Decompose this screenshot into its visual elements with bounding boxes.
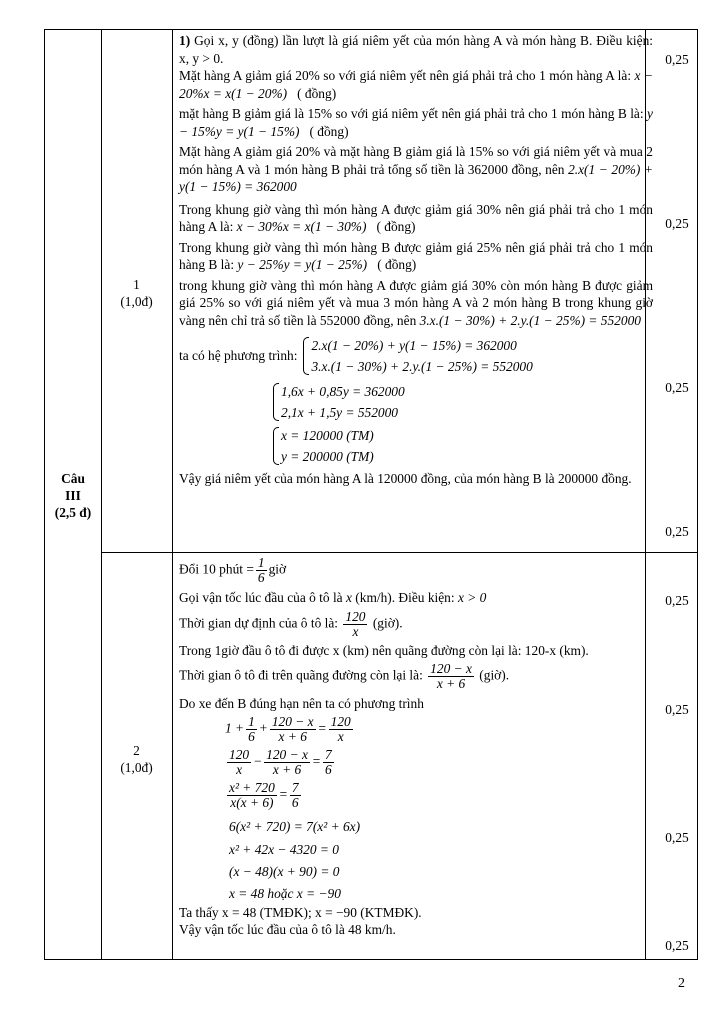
p3-unit: ( đồng) (309, 123, 349, 139)
p1 (179, 32, 653, 67)
l2-cond: x > 0 (457, 590, 487, 605)
sys2-eq2: 2,1x + 1,5y = 552000 (281, 405, 398, 420)
eq2 (225, 748, 653, 777)
score-1-3: 0,25 (665, 380, 689, 395)
p8-text: ta có hệ phương trình: (179, 348, 298, 363)
eq1-frac3 (329, 715, 353, 744)
eq4: 6(x² + 720) = 7(x² + 6x) (229, 818, 361, 834)
p5-math: x − 30%x = x(1 − 30%) (236, 219, 367, 234)
part1-content (179, 32, 653, 488)
score-1-2: 0,25 (665, 216, 689, 231)
score-2-2: 0,25 (665, 702, 689, 717)
l5-num: 120 − x (430, 661, 472, 676)
system-3-brace (271, 425, 374, 467)
score-2-4: 0,25 (665, 938, 689, 953)
sys2-eq1: 1,6x + 0,85y = 362000 (281, 384, 405, 399)
p4-math: 2.x(1 − 20%) + y(1 − 15%) = 362000 (179, 161, 653, 194)
part2-label (101, 742, 172, 776)
l1-frac (256, 556, 267, 585)
eq3-den1: x(x + 6) (230, 794, 274, 810)
eq1-plus: + (258, 720, 268, 736)
p7-text: trong khung giờ vàng thì món hàng A được giảm giá 30% còn món hàng B được giảm giá 25% so với giá niêm yết và mua 3 món hàng A và 2 món hàng B trong khung giờ vàng nên chỉ trả số tiền là 552000 đồng, nên (179, 277, 653, 328)
question-word: Câu (61, 471, 85, 486)
score-2-1: 0,25 (665, 593, 689, 608)
page-number: 2 (678, 976, 685, 991)
system-1-brace (301, 335, 532, 377)
eq2-frac3 (323, 748, 334, 777)
p9: Vậy giá niêm yết của món hàng A là 120000 đồng, của món hàng B là 200000 đồng. (179, 471, 632, 486)
eq2-den3: 6 (324, 761, 332, 777)
system-3 (271, 425, 653, 467)
question-number: III (65, 488, 81, 503)
p1-label: 1) (179, 33, 191, 48)
l3 (179, 610, 653, 639)
l1-text: Đổi 10 phút = (179, 561, 254, 577)
part1-number: 1 (133, 277, 140, 292)
p5 (179, 201, 653, 236)
l1-num: 1 (257, 555, 265, 570)
p6-math: y − 25%y = y(1 − 25%) (237, 257, 368, 272)
l1 (179, 556, 653, 585)
system-2 (271, 381, 653, 423)
eq2-minus: − (253, 753, 263, 769)
l7: Ta thấy x = 48 (TMĐK); x = −90 (KTMĐK). (179, 904, 422, 920)
part2-number: 2 (133, 743, 140, 758)
l1-den: 6 (257, 570, 265, 585)
part1-label (101, 276, 172, 310)
p5-text: Trong khung giờ vàng thì món hàng A được giảm giá 30% nên giá phải trả cho 1 món hàng A là: (179, 201, 653, 234)
eq2-num1: 120 (229, 746, 250, 762)
l4: Trong 1giờ đầu ô tô đi được x (km) nên quãng đường còn lại là: 120-x (km). (179, 642, 589, 658)
p1-text: Gọi x, y (đồng) lần lượt là giá niêm yết của món hàng A và món hàng B. Điều kiện: x, y > 0. (179, 33, 653, 66)
system-2-brace (271, 381, 405, 423)
score-1-4: 0,25 (665, 524, 689, 539)
col-divider-2 (172, 30, 173, 959)
question-points: (2,5 đ) (54, 505, 92, 520)
eq3-frac1 (227, 781, 277, 810)
p3-text: mặt hàng B giảm giá là 15% so với giá niêm yết nên giá phải trả cho 1 món hàng B là: (179, 106, 644, 121)
l2-var: x (345, 590, 352, 605)
p4-text: Mặt hàng A giảm giá 20% và mặt hàng B giảm giá là 15% so với giá niêm yết và mua 2 món hàng A và 1 món hàng B phải trả tổng số tiền là 362000 đồng, nên (179, 144, 653, 177)
eq2-frac2 (264, 748, 310, 777)
eq1-frac1 (246, 715, 257, 744)
row-divider (101, 552, 697, 553)
l5-frac (428, 662, 474, 691)
p3 (179, 105, 653, 140)
eq3-num1: x² + 720 (229, 779, 275, 795)
score-1-1: 0,25 (665, 52, 689, 67)
p2-unit: ( đồng) (297, 85, 337, 101)
eq1 (225, 715, 653, 744)
p6-unit: ( đồng) (377, 257, 417, 272)
eq5: x² + 42x − 4320 = 0 (229, 841, 339, 857)
eq1-frac2 (270, 715, 316, 744)
l3-frac (343, 610, 367, 639)
eq1-equals: = (317, 720, 327, 736)
l3-den: x (352, 623, 359, 639)
l2 (179, 589, 653, 607)
eq3 (225, 781, 653, 810)
eq1-num2: 120 − x (271, 713, 314, 729)
eq6: (x − 48)(x + 90) = 0 (229, 863, 340, 879)
l6: Do xe đến B đúng hạn nên ta có phương trình (179, 696, 424, 711)
sys1-eq2: 3.x.(1 − 30%) + 2.y.(1 − 25%) = 552000 (311, 359, 533, 374)
p3-math: y − 15%y = y(1 − 15%) (179, 106, 653, 139)
eq2-den1: x (236, 761, 243, 777)
eq2-num2: 120 − x (266, 746, 308, 762)
eq2-num3: 7 (324, 746, 332, 762)
l5-unit: (giờ). (479, 667, 510, 683)
eq3-num2: 7 (291, 779, 299, 795)
col-divider-1 (101, 30, 102, 959)
eq3-equals: = (278, 786, 288, 802)
l1-unit: giờ (268, 561, 287, 577)
sys3-eq1: x = 120000 (TM) (281, 428, 374, 443)
p5-unit: ( đồng) (376, 219, 416, 234)
eq1-lead: 1 + (225, 720, 245, 736)
p4 (179, 143, 653, 196)
system-1 (179, 335, 653, 377)
l2-text: Gọi vận tốc lúc đầu của ô tô là (179, 590, 343, 605)
question-label (45, 470, 101, 521)
sys3-eq2: y = 200000 (TM) (281, 449, 374, 464)
score-2-3: 0,25 (665, 830, 689, 845)
eq3-den2: 6 (291, 794, 299, 810)
l5-text: Thời gian ô tô đi trên quãng đường còn lại là: (179, 667, 423, 683)
p6 (179, 239, 653, 274)
eq2-den2: x + 6 (272, 761, 302, 777)
eq7: x = 48 hoặc x = −90 (229, 885, 341, 901)
answer-table (44, 29, 698, 960)
eq1-den2: x + 6 (278, 728, 307, 744)
part2-content (179, 556, 653, 939)
eq3-frac2 (290, 781, 301, 810)
p6-text: Trong khung giờ vàng thì món hàng B được giảm giá 25% nên giá phải trả cho 1 món hàng B là: (179, 239, 653, 272)
l8: Vậy vận tốc lúc đầu của ô tô là 48 km/h. (179, 922, 396, 937)
eq1-num1: 1 (248, 713, 255, 729)
l2-text2: (km/h). Điều kiện: (355, 590, 455, 605)
l5 (179, 662, 653, 691)
sys1-eq1: 2.x(1 − 20%) + y(1 − 15%) = 362000 (311, 338, 517, 353)
l3-text: Thời gian dự định của ô tô là: (179, 615, 339, 631)
part2-points: (1,0đ) (120, 760, 153, 775)
p2-math: x − 20%x = x(1 − 20%) (179, 68, 653, 101)
eq2-frac1 (227, 748, 251, 777)
p2 (179, 67, 653, 102)
eq1-den3: x (337, 728, 344, 744)
part1-points: (1,0đ) (120, 294, 153, 309)
l3-num: 120 (345, 608, 366, 624)
eq1-den1: 6 (248, 728, 255, 744)
eq2-equals: = (311, 753, 321, 769)
p7-math: 3.x.(1 − 30%) + 2.y.(1 − 25%) = 552000 (419, 312, 641, 328)
eq1-num3: 120 (330, 713, 351, 729)
p2-text: Mặt hàng A giảm giá 20% so với giá niêm yết nên giá phải trả cho 1 món hàng A là: (179, 68, 632, 83)
l5-den: x + 6 (436, 676, 466, 691)
l3-unit: (giờ). (372, 615, 403, 631)
p7 (179, 277, 653, 330)
